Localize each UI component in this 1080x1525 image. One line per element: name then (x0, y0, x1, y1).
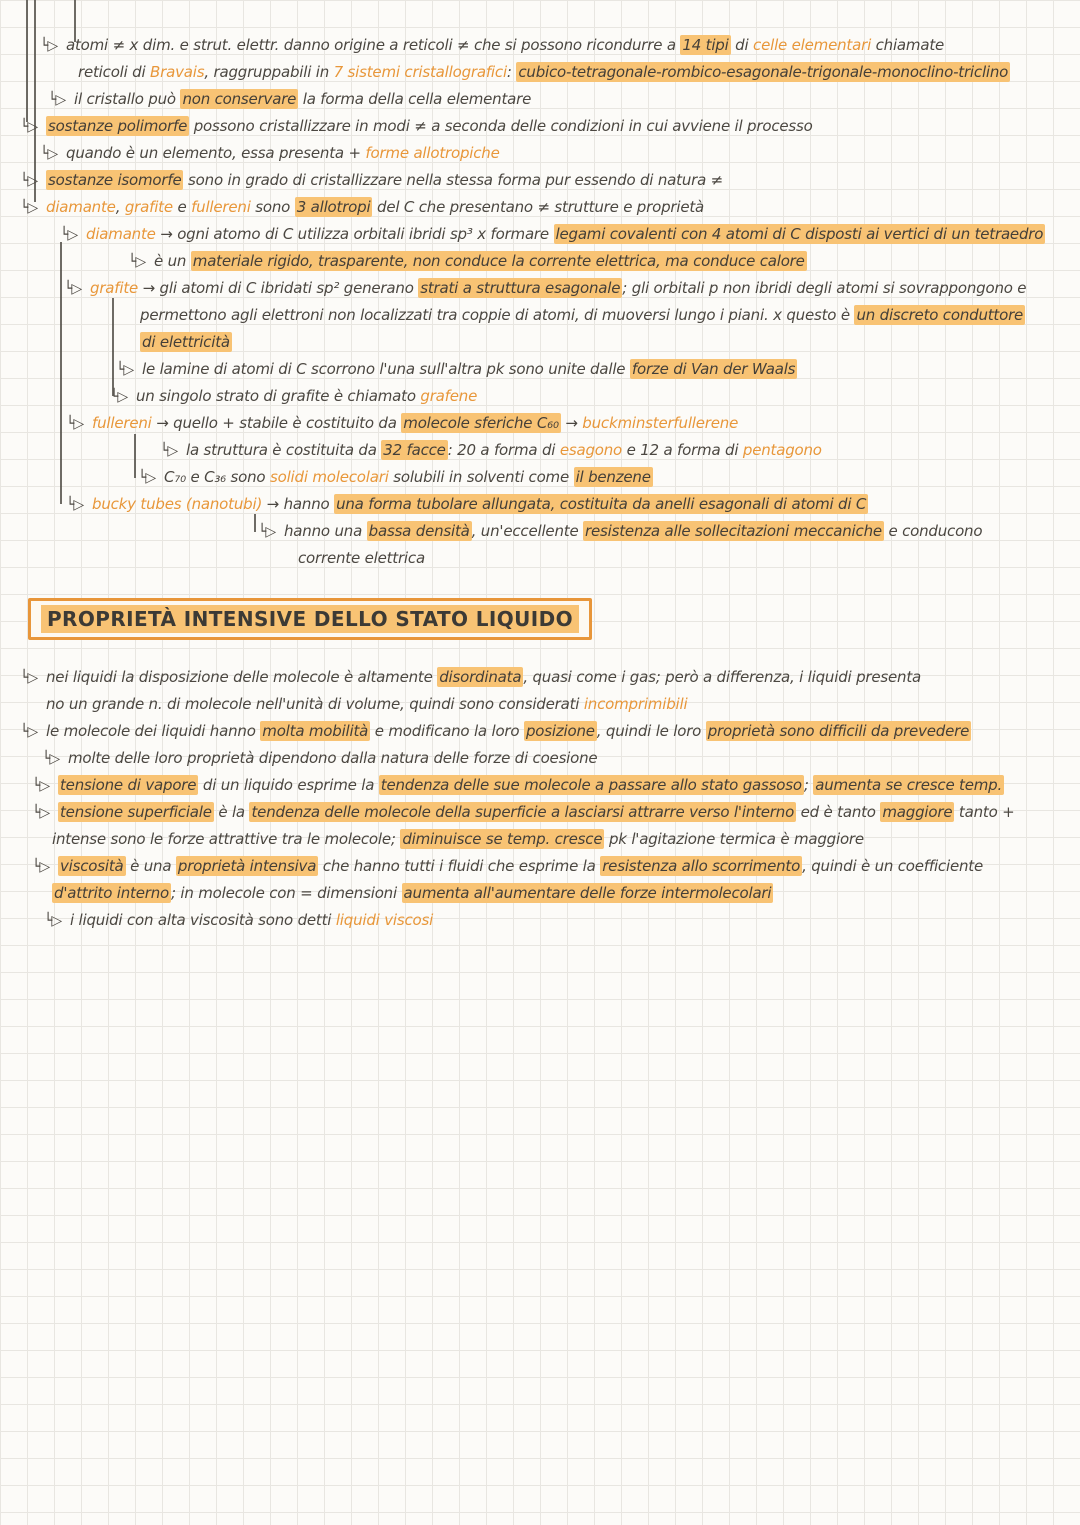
note-line (0, 248, 1080, 275)
highlighted-text: viscosità (60, 857, 124, 875)
note-text: e modificano la loro (370, 722, 524, 740)
note-line (0, 880, 1080, 907)
note-line (0, 907, 1080, 934)
note-line (0, 140, 1080, 167)
branch-arrow-icon: └▷ (66, 497, 84, 513)
note-text: pk l'agitazione termica è maggiore (604, 830, 864, 848)
note-text: tanto + (954, 803, 1015, 821)
highlighted-text: materiale rigido, trasparente, non conduce la corrente elettrica, ma conduce calore (192, 252, 805, 270)
note-text: ; in molecole con = dimensioni (171, 884, 402, 902)
note-text: il cristallo può (74, 90, 181, 108)
keyword-text: fullereni (191, 198, 251, 216)
note-text: , (115, 198, 125, 216)
highlighted-text: resistenza alle sollecitazioni meccaniche (585, 522, 882, 540)
note-line (0, 745, 1080, 772)
note-text: reticoli di (78, 63, 151, 81)
highlighted-text: tensione superficiale (60, 803, 212, 821)
note-text: di (730, 36, 754, 54)
note-text: permettono agli elettroni non localizzati tra coppie di atomi, di muoversi lungo i piani. x questo è (140, 306, 855, 324)
note-line (0, 691, 1080, 718)
note-text: sono (250, 198, 295, 216)
note-text: ed è tanto (796, 803, 881, 821)
highlighted-text: un discreto conduttore (856, 306, 1024, 324)
highlighted-text: forze di Van der Waals (631, 360, 796, 378)
keyword-text: diamante (86, 225, 156, 243)
notes-section-liquids (0, 664, 1080, 934)
highlighted-text: disordinata (439, 668, 522, 686)
highlighted-text: tensione di vapore (60, 776, 197, 794)
branch-arrow-icon: └▷ (64, 281, 82, 297)
note-line (0, 799, 1080, 826)
keyword-text: grafene (420, 387, 478, 405)
highlighted-text: tendenza delle sue molecole a passare allo stato gassoso (380, 776, 802, 794)
notes-section-crystals (0, 0, 1080, 572)
branch-arrow-icon: └▷ (128, 254, 146, 270)
note-text: ; (803, 776, 814, 794)
note-line (0, 410, 1080, 437)
note-line (0, 32, 1080, 59)
highlighted-text: resistenza allo scorrimento (602, 857, 801, 875)
note-text: → gli atomi di C ibridati sp² generano (138, 279, 419, 297)
keyword-text: diamante (46, 198, 116, 216)
note-text: atomi ≠ x dim. e strut. elettr. danno origine a reticoli ≠ che si possono ricondurre a (66, 36, 681, 54)
note-text: hanno una (284, 522, 367, 540)
note-text: è la (213, 803, 250, 821)
note-text: i liquidi con alta viscosità sono detti (70, 911, 336, 929)
note-line (0, 302, 1080, 329)
branch-arrow-icon: └▷ (116, 362, 134, 378)
note-line (0, 221, 1080, 248)
branch-arrow-icon: └▷ (60, 227, 78, 243)
keyword-text: solidi molecolari (269, 468, 389, 486)
note-text: , quindi è un coefficiente (802, 857, 983, 875)
keyword-text: fullereni (92, 414, 152, 432)
highlighted-text: tendenza delle molecole della superficie a lasciarsi attrarre verso l'interno (251, 803, 795, 821)
note-text: , quasi come i gas; però a differenza, i liquidi presenta (523, 668, 922, 686)
note-text: → quello + stabile è costituito da (151, 414, 402, 432)
branch-arrow-icon: └▷ (20, 200, 38, 216)
note-text: , quindi le loro (596, 722, 706, 740)
highlighted-text: il benzene (575, 468, 651, 486)
note-line (0, 113, 1080, 140)
branch-arrow-icon: └▷ (20, 724, 38, 740)
note-line (0, 518, 1080, 545)
note-text: e 12 a forma di (622, 441, 743, 459)
note-line (0, 383, 1080, 410)
highlighted-text: molecole sferiche C₆₀ (403, 414, 559, 432)
highlighted-text: aumenta all'aumentare delle forze intermolecolari (403, 884, 772, 902)
note-line (0, 853, 1080, 880)
note-text: , un'eccellente (471, 522, 584, 540)
highlighted-text: cubico-tetragonale-rombico-esagonale-trigonale-monoclino-triclino (518, 63, 1009, 81)
note-text: e (172, 198, 192, 216)
section-title-box (28, 598, 592, 640)
note-text: solubili in solventi come (388, 468, 574, 486)
branch-arrow-icon: └▷ (20, 173, 38, 189)
highlighted-text: sostanze isomorfe (48, 171, 182, 189)
highlighted-text: molta mobilità (262, 722, 369, 740)
note-text: corrente elettrica (298, 549, 425, 567)
branch-arrow-icon: └▷ (42, 751, 60, 767)
note-text: chiamate (871, 36, 945, 54)
branch-arrow-icon: └▷ (48, 92, 66, 108)
highlighted-text: sostanze polimorfe (48, 117, 188, 135)
note-text: → hanno (262, 495, 335, 513)
note-text: quando è un elemento, essa presenta + (66, 144, 366, 162)
note-text: è un (154, 252, 191, 270)
note-text: possono cristallizzare in modi ≠ a seconda delle condizioni in cui avviene il processo (189, 117, 813, 135)
section-title: PROPRIETÀ INTENSIVE DELLO STATO LIQUIDO (41, 605, 579, 633)
note-text: un singolo strato di grafite è chiamato (136, 387, 421, 405)
branch-arrow-icon: └▷ (110, 389, 128, 405)
note-line (0, 464, 1080, 491)
highlighted-text: di elettricità (142, 333, 230, 351)
branch-arrow-icon: └▷ (32, 805, 50, 821)
keyword-text: incomprimibili (583, 695, 688, 713)
note-text: e conducono (883, 522, 983, 540)
note-line (0, 826, 1080, 853)
keyword-text: grafite (124, 198, 173, 216)
branch-arrow-icon: └▷ (32, 859, 50, 875)
keyword-text: buckminsterfullerene (582, 414, 739, 432)
highlighted-text: una forma tubolare allungata, costituita da anelli esagonali di atomi di C (336, 495, 867, 513)
note-line (0, 718, 1080, 745)
branch-arrow-icon: └▷ (258, 524, 276, 540)
branch-arrow-icon: └▷ (160, 443, 178, 459)
highlighted-text: 32 facce (383, 441, 446, 459)
keyword-text: grafite (90, 279, 139, 297)
highlighted-text: strati a struttura esagonale (420, 279, 621, 297)
note-line (0, 194, 1080, 221)
note-text: : 20 a forma di (447, 441, 560, 459)
note-text: molte delle loro proprietà dipendono dalla natura delle forze di coesione (68, 749, 598, 767)
note-text: la forma della cella elementare (298, 90, 532, 108)
branch-arrow-icon: └▷ (20, 119, 38, 135)
note-line (0, 491, 1080, 518)
note-line (0, 772, 1080, 799)
section-title-row (28, 598, 1080, 640)
keyword-text: Bravais (150, 63, 205, 81)
note-text: ; gli orbitali p non ibridi degli atomi si sovrappongono e (622, 279, 1027, 297)
note-line (0, 545, 1080, 572)
note-text: C₇₀ e C₃₆ sono (164, 468, 270, 486)
branch-arrow-icon: └▷ (138, 470, 156, 486)
note-text: no un grande n. di molecole nell'unità di volume, quindi sono considerati (46, 695, 584, 713)
note-text: , raggruppabili in (204, 63, 334, 81)
note-line (0, 86, 1080, 113)
highlighted-text: d'attrito interno (54, 884, 169, 902)
highlighted-text: proprietà intensiva (177, 857, 317, 875)
note-text: le molecole dei liquidi hanno (46, 722, 261, 740)
note-text: le lamine di atomi di C scorrono l'una sull'altra pk sono unite dalle (142, 360, 630, 378)
note-line (0, 437, 1080, 464)
keyword-text: pentagono (742, 441, 822, 459)
branch-arrow-icon: └▷ (66, 416, 84, 432)
note-text: nei liquidi la disposizione delle molecole è altamente (46, 668, 438, 686)
note-text: la struttura è costituita da (186, 441, 382, 459)
note-text: è una (125, 857, 176, 875)
highlighted-text: bassa densità (368, 522, 470, 540)
highlighted-text: 3 allotropi (296, 198, 371, 216)
note-line (0, 664, 1080, 691)
branch-arrow-icon: └▷ (20, 670, 38, 686)
keyword-text: bucky tubes (nanotubi) (92, 495, 263, 513)
highlighted-text: 14 tipi (682, 36, 729, 54)
note-text: di un liquido esprime la (198, 776, 379, 794)
branch-arrow-icon: └▷ (40, 38, 58, 54)
branch-arrow-icon: └▷ (44, 913, 62, 929)
highlighted-text: proprietà sono difficili da prevedere (707, 722, 970, 740)
note-line (0, 356, 1080, 383)
branch-arrow-icon: └▷ (40, 146, 58, 162)
branch-arrow-icon: └▷ (32, 778, 50, 794)
highlighted-text: non conservare (182, 90, 297, 108)
highlighted-text: maggiore (882, 803, 953, 821)
keyword-text: forme allotropiche (365, 144, 500, 162)
note-line (0, 59, 1080, 86)
keyword-text: liquidi viscosi (335, 911, 434, 929)
highlighted-text: legami covalenti con 4 atomi di C disposti ai vertici di un tetraedro (555, 225, 1044, 243)
note-line (0, 329, 1080, 356)
note-text: : (506, 63, 517, 81)
note-text: intense sono le forze attrattive tra le molecole; (52, 830, 401, 848)
note-text: del C che presentano ≠ strutture e proprietà (372, 198, 705, 216)
note-line (0, 275, 1080, 302)
highlighted-text: aumenta se cresce temp. (815, 776, 1003, 794)
note-text: → (560, 414, 583, 432)
note-line (0, 167, 1080, 194)
keyword-text: celle elementari (753, 36, 872, 54)
note-text: che hanno tutti i fluidi che esprime la (318, 857, 601, 875)
note-text: → ogni atomo di C utilizza orbitali ibridi sp³ x formare (155, 225, 554, 243)
highlighted-text: diminuisce se temp. cresce (402, 830, 603, 848)
note-text: sono in grado di cristallizzare nella stessa forma pur essendo di natura ≠ (183, 171, 724, 189)
keyword-text: esagono (559, 441, 623, 459)
keyword-text: 7 sistemi cristallografici (333, 63, 507, 81)
highlighted-text: posizione (525, 722, 595, 740)
